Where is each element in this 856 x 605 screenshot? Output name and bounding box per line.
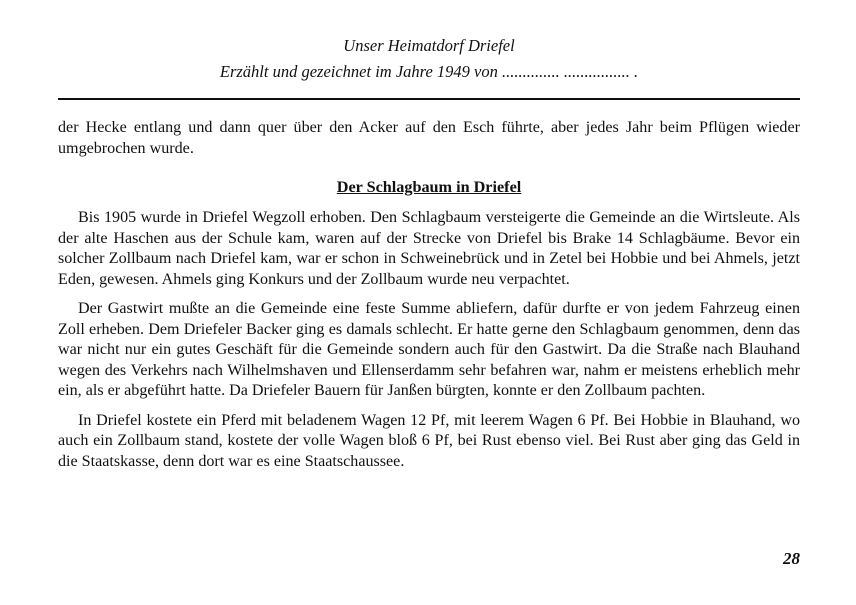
header-divider [58,98,800,100]
body-paragraph: Bis 1905 wurde in Driefel Wegzoll erhoben. Den Schlagbaum versteigerte die Gemeinde an die Wirtsleute. Als der alte Haschen aus der Schule kam, waren auf der Strecke von Driefel bis Brake 14 Schlagbäume. Bevor ein solcher Zollbaum nach Driefel kam, war er schon in Schweinebrück und in Zetel bei Hobbie und bei Ahmels, jetzt Eden, gewesen. Ahmels ging Konkurs und der Zollbaum wurde neu verpachtet. [58,209,800,288]
page-body [58,118,800,481]
header-subtitle: Erzählt und gezeichnet im Jahre 1949 von .............. ................ . [219,62,639,81]
body-paragraph: Der Gastwirt mußte an die Gemeinde eine feste Summe abliefern, dafür durfte er von jedem Fahrzeug einen Zoll erheben. Dem Driefeler Backer ging es damals schlecht. Er hatte gerne den Schlagbaum genommen, denn das war nicht nur ein gutes Geschäft für die Gemeinde sondern auch für den Gastwirt. Da die Straße nach Blauhand wegen des Verkehrs nach Wilhelmshaven und Ellenserdamm sehr befahren war, nahm er meistens erheblich mehr ein, als er abgeführt hatte. Da Driefeler Bauern für Janßen bürgten, konnte er den Zollbaum pachten. [58,300,800,399]
body-paragraph: In Driefel kostete ein Pferd mit beladenem Wagen 12 Pf, mit leerem Wagen 6 Pf. Bei Hobbie in Blauhand, wo auch ein Zollbaum stand, kostete der volle Wagen bloß 6 Pf, bei Rust ebenso viel. Bei Rust aber ging das Geld in die Staatskasse, denn dort war es eine Staatschaussee. [58,411,800,470]
intro-paragraph: der Hecke entlang und dann quer über den Acker auf den Esch führte, aber jedes Jahr beim Pflügen wieder umgebrochen wurde. [58,119,800,157]
header-title: Unser Heimatdorf Driefel [343,36,515,55]
section-heading: Der Schlagbaum in Driefel [336,178,522,196]
page-number: 28 [783,549,800,568]
page-header [58,34,800,84]
